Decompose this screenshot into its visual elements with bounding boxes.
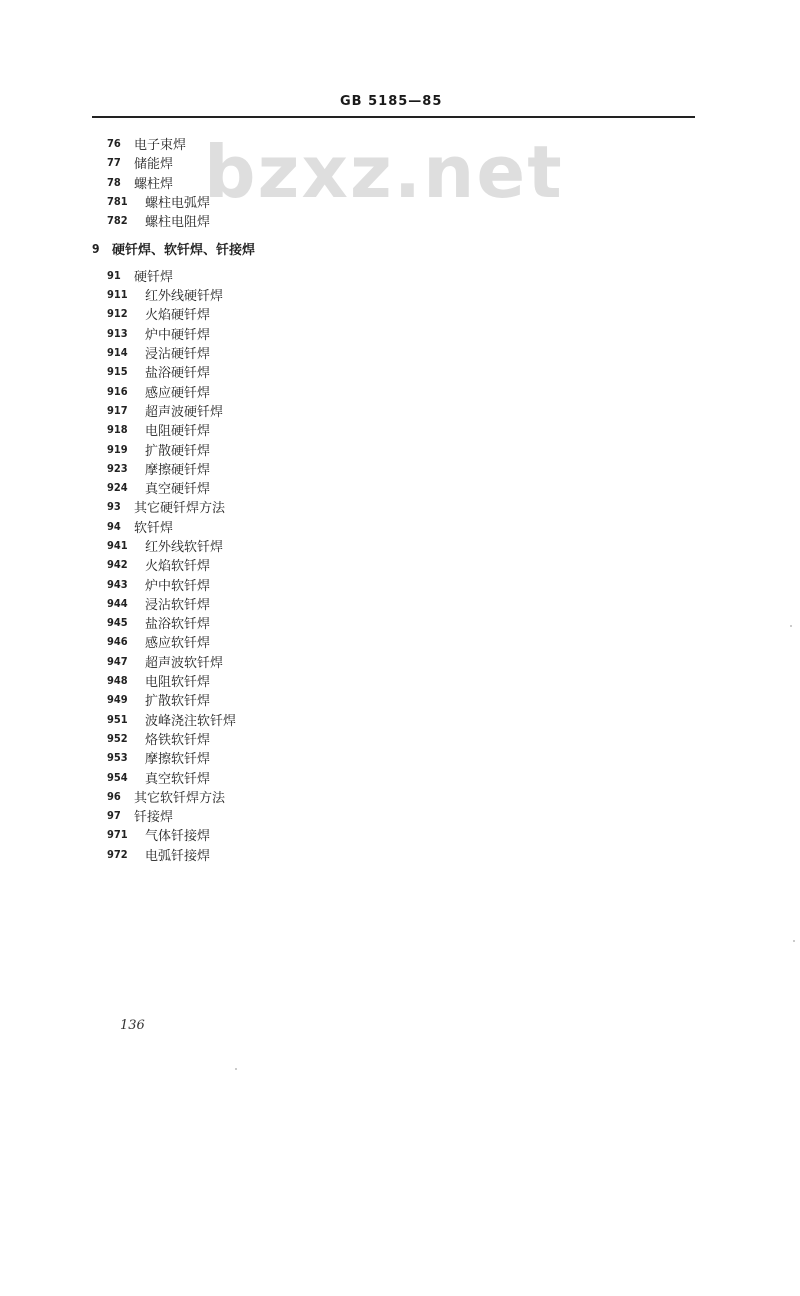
list-item (107, 304, 210, 323)
section-heading (92, 239, 255, 258)
item-term: 电弧钎接焊 (145, 849, 211, 864)
item-code: 914 (107, 346, 128, 359)
item-term: 火焰软钎焊 (145, 559, 211, 574)
item-code: 949 (107, 693, 128, 706)
item-term: 其它硬钎焊方法 (134, 501, 226, 516)
list-item (107, 497, 225, 516)
item-term: 烙铁软钎焊 (145, 733, 211, 748)
item-code: 946 (107, 635, 128, 648)
list-item (107, 382, 210, 401)
item-code: 944 (107, 597, 128, 610)
item-code: 948 (107, 674, 128, 687)
item-term: 摩擦硬钎焊 (145, 463, 211, 478)
item-term: 钎接焊 (134, 810, 174, 825)
item-term: 扩散软钎焊 (145, 694, 211, 709)
list-item (107, 825, 210, 844)
list-item (107, 845, 210, 864)
item-code: 943 (107, 578, 128, 591)
item-code: 953 (107, 751, 128, 764)
item-code: 782 (107, 214, 128, 227)
list-item (107, 134, 186, 153)
item-code: 919 (107, 443, 128, 456)
item-code: 951 (107, 713, 128, 726)
list-item (107, 401, 223, 420)
item-code: 923 (107, 462, 128, 475)
item-term: 超声波硬钎焊 (145, 405, 224, 420)
list-item (107, 173, 173, 192)
item-term: 扩散硬钎焊 (145, 444, 211, 459)
item-term: 感应软钎焊 (145, 636, 211, 651)
item-term: 感应硬钎焊 (145, 386, 211, 401)
list-item (107, 768, 210, 787)
item-term: 硬钎焊、软钎焊、钎接焊 (112, 243, 256, 258)
item-code: 911 (107, 288, 128, 301)
list-item (107, 671, 210, 690)
list-item (107, 211, 210, 230)
item-term: 气体钎接焊 (145, 829, 211, 844)
item-code: 96 (107, 790, 121, 803)
list-item (107, 362, 210, 381)
item-code: 947 (107, 655, 128, 668)
list-item (107, 343, 210, 362)
item-term: 炉中软钎焊 (145, 579, 211, 594)
item-term: 真空软钎焊 (145, 772, 211, 787)
item-code: 94 (107, 520, 121, 533)
item-term: 波峰浇注软钎焊 (145, 714, 237, 729)
list-item (107, 266, 173, 285)
item-code: 971 (107, 828, 128, 841)
item-term: 炉中硬钎焊 (145, 328, 211, 343)
list-item (107, 710, 236, 729)
item-code: 916 (107, 385, 128, 398)
item-code: 952 (107, 732, 128, 745)
item-term: 真空硬钎焊 (145, 482, 211, 497)
list-item (107, 420, 210, 439)
scan-speck (790, 625, 792, 627)
list-item (107, 478, 210, 497)
list-item (107, 575, 210, 594)
item-term: 红外线软钎焊 (145, 540, 224, 555)
scan-speck (793, 940, 795, 942)
page-number: 136 (120, 1018, 145, 1033)
item-term: 电阻软钎焊 (145, 675, 211, 690)
item-term: 浸沾硬钎焊 (145, 347, 211, 362)
item-code: 781 (107, 195, 128, 208)
item-term: 浸沾软钎焊 (145, 598, 211, 613)
item-code: 9 (92, 241, 100, 256)
item-code: 945 (107, 616, 128, 629)
item-code: 918 (107, 423, 128, 436)
item-code: 915 (107, 365, 128, 378)
item-term: 红外线硬钎焊 (145, 289, 224, 304)
list-item (107, 440, 210, 459)
item-term: 螺柱电阻焊 (145, 215, 211, 230)
list-item (107, 806, 173, 825)
item-term: 电阻硬钎焊 (145, 424, 211, 439)
item-code: 917 (107, 404, 128, 417)
standard-code-header: GB 5185—85 (340, 94, 443, 109)
list-item (107, 285, 223, 304)
item-code: 913 (107, 327, 128, 340)
item-code: 942 (107, 558, 128, 571)
item-term: 摩擦软钎焊 (145, 752, 211, 767)
list-item (107, 787, 225, 806)
item-code: 924 (107, 481, 128, 494)
list-item (107, 748, 210, 767)
item-code: 77 (107, 156, 121, 169)
item-term: 螺柱焊 (134, 177, 174, 192)
item-term: 电子束焊 (134, 138, 187, 153)
item-term: 螺柱电弧焊 (145, 196, 211, 211)
list-item (107, 324, 210, 343)
list-item (107, 613, 210, 632)
list-item (107, 153, 173, 172)
item-code: 97 (107, 809, 121, 822)
list-item (107, 652, 223, 671)
item-term: 软钎焊 (134, 521, 174, 536)
item-code: 76 (107, 137, 121, 150)
list-item (107, 555, 210, 574)
list-item (107, 192, 210, 211)
item-term: 火焰硬钎焊 (145, 308, 211, 323)
list-item (107, 536, 223, 555)
scan-speck (235, 1068, 237, 1070)
item-term: 硬钎焊 (134, 270, 174, 285)
list-item (107, 517, 173, 536)
item-code: 91 (107, 269, 121, 282)
item-term: 盐浴硬钎焊 (145, 366, 211, 381)
list-item (107, 690, 210, 709)
item-code: 972 (107, 848, 128, 861)
item-code: 941 (107, 539, 128, 552)
item-term: 超声波软钎焊 (145, 656, 224, 671)
item-term: 盐浴软钎焊 (145, 617, 211, 632)
list-item (107, 459, 210, 478)
watermark: bzxz.net (204, 130, 564, 214)
list-item (107, 594, 210, 613)
list-item (107, 632, 210, 651)
item-term: 储能焊 (134, 157, 174, 172)
item-code: 954 (107, 771, 128, 784)
item-code: 78 (107, 176, 121, 189)
item-term: 其它软钎焊方法 (134, 791, 226, 806)
item-code: 912 (107, 307, 128, 320)
item-code: 93 (107, 500, 121, 513)
list-item (107, 729, 210, 748)
